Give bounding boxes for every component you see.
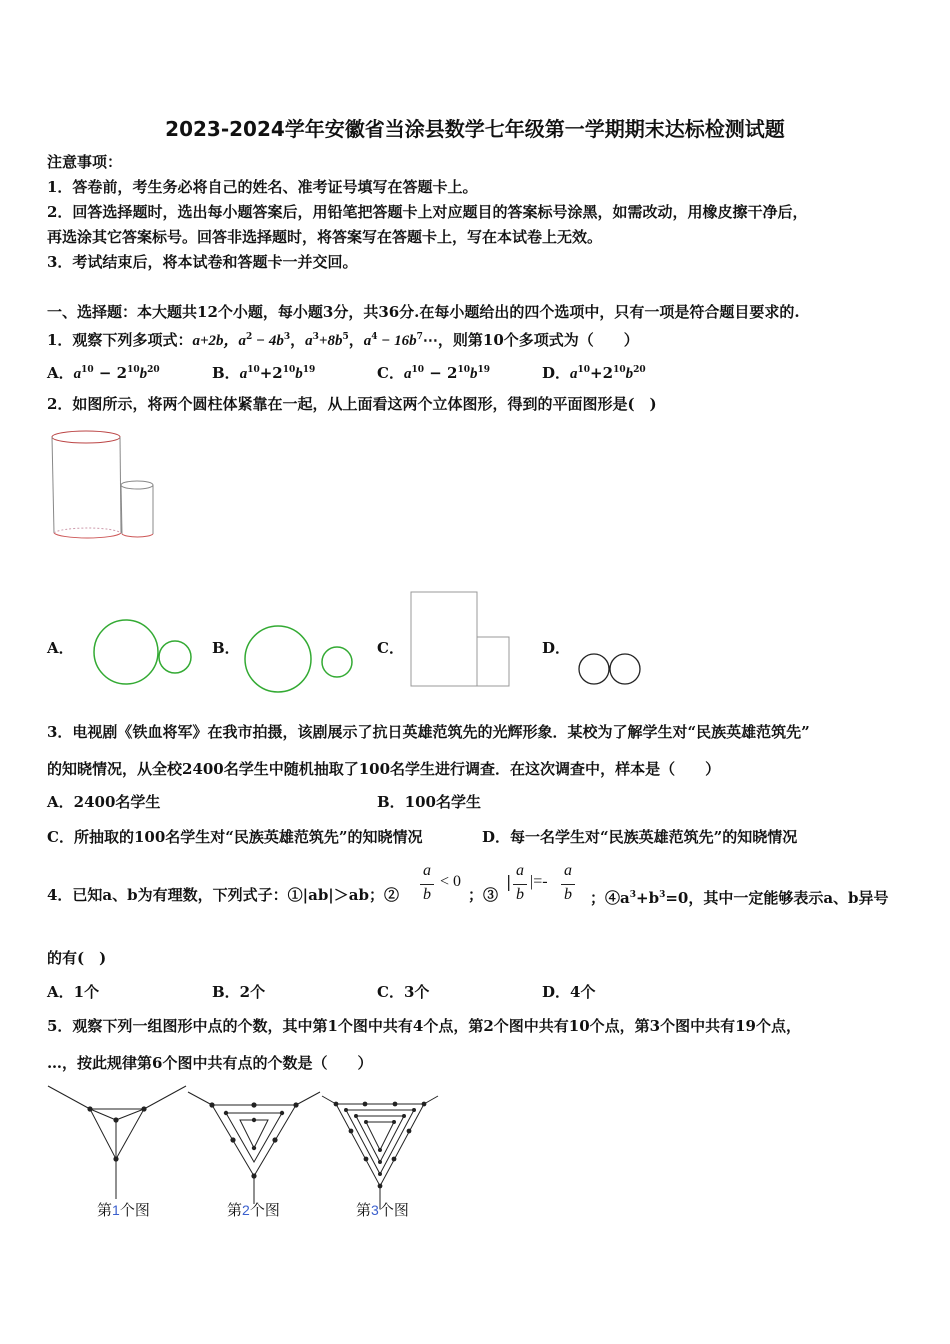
option-exp: 10 xyxy=(81,365,94,375)
notice-heading: 注意事项： xyxy=(47,153,123,171)
q4-option-c: C．3个 xyxy=(377,983,430,1001)
option-exp: 20 xyxy=(633,365,646,375)
q2-option-b-figure xyxy=(240,622,360,694)
option-term: a xyxy=(239,366,248,382)
q4-frac2-denominator: b xyxy=(423,886,431,903)
q2-option-d-label: D． xyxy=(542,639,571,657)
option-exp: 20 xyxy=(147,365,160,375)
page-title: 2023-2024学年安徽省当涂县数学七年级第一学期期末达标检测试题 xyxy=(165,117,785,141)
option-term: − 2 xyxy=(423,364,458,382)
q4-semi1: ；③ xyxy=(468,886,499,904)
q4-frac4-denominator: b xyxy=(564,886,572,903)
q1-term: ， xyxy=(348,331,364,349)
option-term: − 2 xyxy=(93,364,128,382)
caption-text: 个图 xyxy=(378,1201,409,1219)
option-label: D． xyxy=(542,364,571,382)
option-label: B． xyxy=(212,364,240,382)
option-exp: 19 xyxy=(477,365,490,375)
q4-exp: 3 xyxy=(629,890,636,900)
q1-term: a xyxy=(305,333,313,349)
q5-stem-2: …，按此规律第6个图中共有点的个数是（ ） xyxy=(47,1054,373,1072)
q3-stem-1: 3．电视剧《铁血将军》在我市拍摄，该剧展示了抗日英雄范筑先的光辉形象．某校为了解学生对“民族英雄范筑先” xyxy=(47,723,810,741)
q1-term: 7 xyxy=(416,332,423,342)
notice-item-1: 1．答卷前，考生务必将自己的姓名、准考证号填写在答题卡上。 xyxy=(47,178,478,196)
q3-stem-2: 的知晓情况，从全校2400名学生中随机抽取了100名学生进行调查．在这次调查中，样本是（ ） xyxy=(47,760,721,778)
option-term: b xyxy=(295,366,303,382)
q1-suffix: 则第10个多项式为（ ） xyxy=(452,331,639,349)
q3-option-b: B．100名学生 xyxy=(377,793,481,811)
q4-option-a: A．1个 xyxy=(47,983,100,1001)
q5-caption-1 xyxy=(97,1200,150,1220)
option-exp: 10 xyxy=(577,365,591,375)
caption-text: 第 xyxy=(227,1201,243,1219)
q5-caption-3 xyxy=(356,1200,409,1220)
option-exp: 10 xyxy=(282,365,296,375)
option-term: +2 xyxy=(259,364,283,382)
option-term: a xyxy=(570,366,578,382)
q2-option-a-label: A． xyxy=(47,639,74,657)
q1-term: a xyxy=(238,333,247,349)
q4-frac4-numerator: a xyxy=(564,862,572,879)
q1-option-d xyxy=(542,360,646,384)
q3-option-c: C．所抽取的100名学生对“民族英雄范筑先”的知晓情况 xyxy=(47,828,423,846)
q4-option-b: B．2个 xyxy=(212,983,266,1001)
q2-option-c-figure xyxy=(408,590,512,690)
option-exp: 10 xyxy=(247,365,260,375)
caption-text: 第 xyxy=(356,1201,372,1219)
q1-option-c xyxy=(377,360,490,384)
q1-term: 3 xyxy=(312,332,319,342)
q4-stem-part1: 4．已知a、b为有理数，下列式子：①|ab|＞ab；② xyxy=(47,886,399,904)
q1-term: ⋯， xyxy=(422,331,453,349)
q4-frac3-bar xyxy=(513,884,527,885)
q4-frac2-numerator: a xyxy=(423,862,431,879)
option-label: A． xyxy=(47,364,74,382)
option-exp: 10 xyxy=(613,365,626,375)
q4-stem-2: 的有( ) xyxy=(47,949,107,967)
q1-prefix: 1．观察下列多项式： xyxy=(47,331,193,349)
option-label: C． xyxy=(377,364,404,382)
option-term: b xyxy=(469,366,478,382)
q1-stem xyxy=(47,327,639,351)
q1-term: 5 xyxy=(342,332,349,342)
notice-item-2-cont: 再选涂其它答案标号。回答非选择题时，将答案写在答题卡上，写在本试卷上无效。 xyxy=(47,228,603,246)
q3-option-d: D．每一名学生对“民族英雄范筑先”的知晓情况 xyxy=(482,828,798,846)
q4-lt-zero: < 0 xyxy=(440,873,462,890)
option-exp: 10 xyxy=(127,365,140,375)
q4-stem-part2 xyxy=(590,885,889,908)
q2-cylinders-figure xyxy=(48,428,160,546)
q1-term: a xyxy=(363,333,372,349)
q2-option-a-figure xyxy=(90,618,200,688)
q4-semi2: ；④a xyxy=(590,889,630,907)
q5-stem-1: 5．观察下列一组图形中点的个数，其中第1个图中共有4个点，第2个图中共有10个点，第3个图中共有19个点， xyxy=(47,1017,801,1035)
q4-exp: 3 xyxy=(659,890,666,900)
option-term: b xyxy=(139,366,148,382)
q1-term: − 16b xyxy=(377,333,417,349)
q4-frac4-bar xyxy=(561,884,575,885)
option-term: a xyxy=(403,366,412,382)
q2-option-b-label: B． xyxy=(212,639,240,657)
q1-term: +8b xyxy=(318,333,343,349)
q1-term: 2 xyxy=(246,332,253,342)
caption-number: 2 xyxy=(242,1202,250,1218)
q4-abs-open: | xyxy=(506,872,512,891)
q1-option-b xyxy=(212,360,315,384)
q1-term: 4 xyxy=(371,332,378,342)
q1-term: − 4b xyxy=(252,333,284,349)
option-term: b xyxy=(625,366,634,382)
q3-option-a: A．2400名学生 xyxy=(47,793,161,811)
q1-option-a xyxy=(47,360,160,384)
caption-number: 1 xyxy=(112,1202,120,1218)
q1-term: 3 xyxy=(283,332,291,342)
notice-item-2: 2．回答选择题时，选出每小题答案后，用铅笔把答题卡上对应题目的答案标号涂黑，如需改动，用橡皮擦干净后， xyxy=(47,203,808,221)
q2-option-d-figure xyxy=(576,652,646,688)
option-exp: 19 xyxy=(302,365,316,375)
q1-term: a+2b， xyxy=(192,333,239,349)
q5-caption-2 xyxy=(227,1200,280,1220)
q4-abs-close: |=- xyxy=(530,873,548,890)
option-term: a xyxy=(73,366,82,382)
caption-text: 个图 xyxy=(119,1201,150,1219)
q4-option-d: D．4个 xyxy=(542,983,596,1001)
q2-stem: 2．如图所示，将两个圆柱体紧靠在一起，从上面看这两个立体图形，得到的平面图形是( ) xyxy=(47,395,657,413)
q5-pattern-figures xyxy=(46,1084,446,1216)
q4-tail: =0，其中一定能够表示a、b异号 xyxy=(665,889,889,907)
section-heading: 一、选择题：本大题共12个小题，每小题3分，共36分.在每小题给出的四个选项中，只有一项是符合题目要求的. xyxy=(47,303,800,321)
option-exp: 10 xyxy=(457,365,470,375)
q4-plus-b: +b xyxy=(636,889,660,907)
caption-text: 第 xyxy=(97,1201,113,1219)
notice-item-3: 3．考试结束后，将本试卷和答题卡一并交回。 xyxy=(47,253,358,271)
q1-term: ， xyxy=(290,331,306,349)
q4-frac2-bar xyxy=(420,884,434,885)
caption-text: 个图 xyxy=(249,1201,280,1219)
q2-option-c-label: C． xyxy=(377,639,404,657)
q4-frac3-numerator: a xyxy=(516,862,524,879)
option-exp: 10 xyxy=(411,365,424,375)
q4-frac3-denominator: b xyxy=(516,886,524,903)
option-term: +2 xyxy=(590,364,614,382)
caption-number: 3 xyxy=(371,1202,379,1218)
